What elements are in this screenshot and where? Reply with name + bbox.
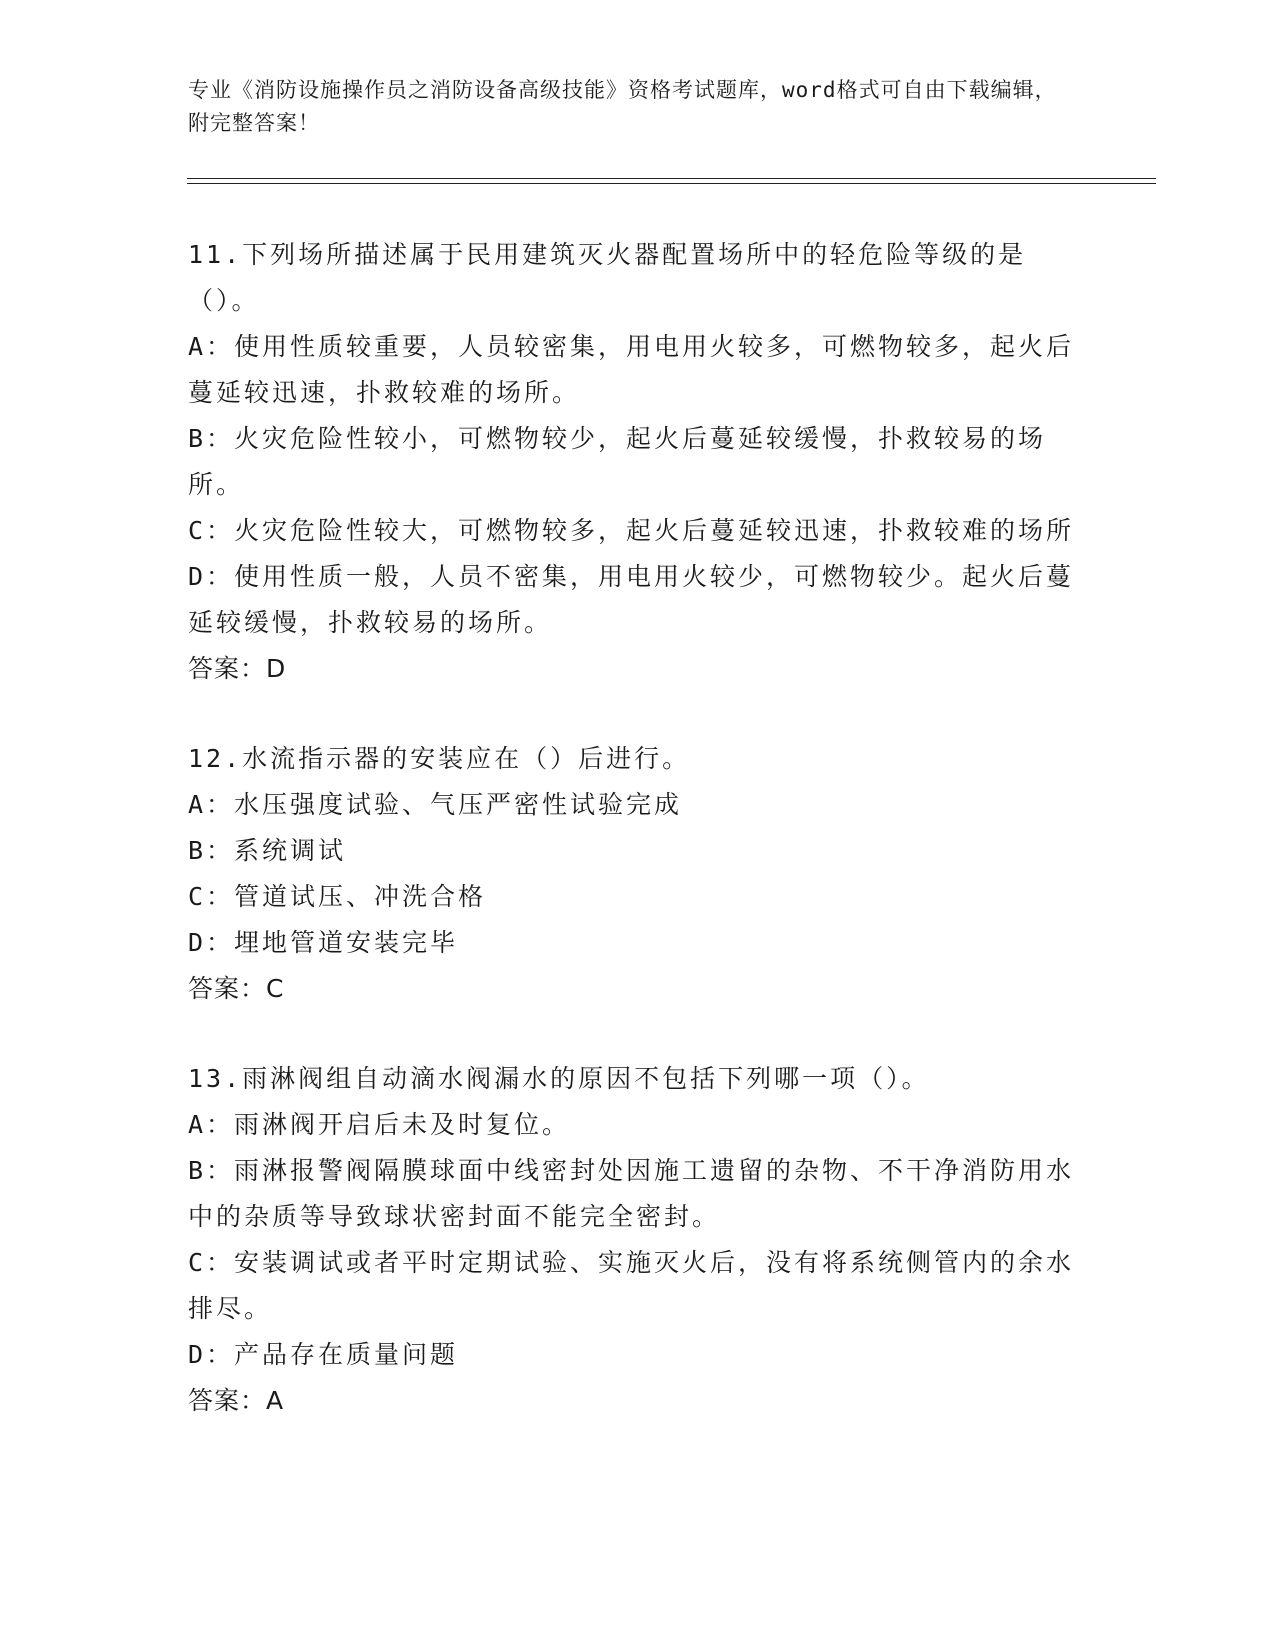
question-stem: 12.水流指示器的安装应在（）后进行。 [188, 744, 691, 773]
option-c: C：安装调试或者平时定期试验、实施灭火后，没有将系统侧管内的余水排尽。 [188, 1248, 1075, 1323]
answer-label: 答案：C [188, 974, 285, 1003]
header-intro-text: 专业《消防设施操作员之消防设备高级技能》资格考试题库，word格式可自由下载编辑，附完整答案！ [188, 78, 1057, 135]
header-divider-top [187, 178, 1156, 179]
option-a: A：使用性质较重要，人员较密集，用电用火较多，可燃物较多，起火后蔓延较迅速，扑救较难的场所。 [188, 332, 1075, 407]
option-a: A：雨淋阀开启后未及时复位。 [188, 1110, 571, 1139]
question-13 [188, 1056, 1078, 1424]
question-stem: 13.雨淋阀组自动滴水阀漏水的原因不包括下列哪一项（）。 [188, 1064, 930, 1093]
option-b: B：系统调试 [188, 836, 347, 865]
option-d: D：使用性质一般，人员不密集，用电用火较少，可燃物较少。起火后蔓延较缓慢，扑救较易的场所。 [188, 562, 1075, 637]
option-b: B：火灾危险性较小，可燃物较少，起火后蔓延较缓慢，扑救较易的场所。 [188, 424, 1047, 499]
header-divider-bottom [187, 183, 1156, 184]
question-list [188, 232, 1078, 1424]
option-c: C：管道试压、冲洗合格 [188, 882, 487, 911]
option-c: C：火灾危险性较大，可燃物较多，起火后蔓延较迅速，扑救较难的场所 [188, 516, 1075, 545]
option-b: B：雨淋报警阀隔膜球面中线密封处因施工遗留的杂物、不干净消防用水中的杂质等导致球状密封面不能完全密封。 [188, 1156, 1075, 1231]
answer-label: 答案：D [188, 654, 287, 683]
document-header [188, 74, 1068, 140]
question-11 [188, 232, 1078, 692]
answer-label: 答案：A [188, 1386, 285, 1415]
option-a: A：水压强度试验、气压严密性试验完成 [188, 790, 683, 819]
question-stem: 11.下列场所描述属于民用建筑灭火器配置场所中的轻危险等级的是（）。 [188, 240, 1027, 315]
option-d: D：埋地管道安装完毕 [188, 928, 459, 957]
option-d: D：产品存在质量问题 [188, 1340, 459, 1369]
question-12 [188, 736, 1078, 1012]
